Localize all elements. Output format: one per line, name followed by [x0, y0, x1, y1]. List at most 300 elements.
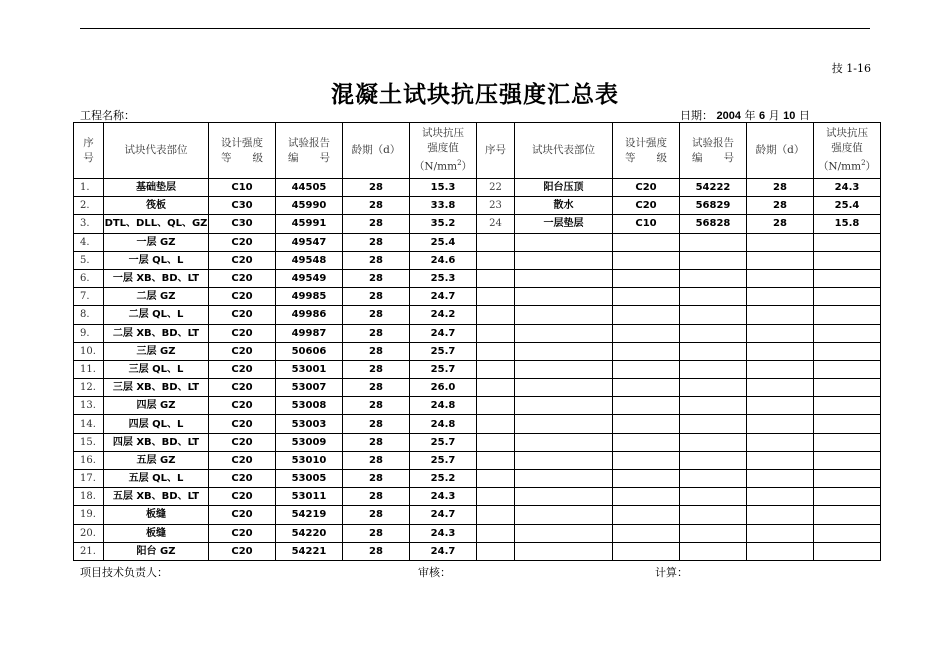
cell-strength	[814, 415, 881, 433]
tech-lead-label: 项目技术负责人：	[80, 566, 168, 579]
cell-age	[747, 233, 814, 251]
cell-age	[747, 488, 814, 506]
cell-report: 44505	[276, 179, 343, 197]
cell-strength	[814, 397, 881, 415]
cell-no	[477, 506, 515, 524]
cell-part	[515, 306, 613, 324]
cell-no	[477, 524, 515, 542]
cell-strength: 15.8	[814, 215, 881, 233]
cell-report: 50606	[276, 342, 343, 360]
cell-strength: 25.3	[410, 269, 477, 287]
cell-no: 16.	[74, 451, 104, 469]
cell-age	[747, 397, 814, 415]
cell-strength: 25.4	[410, 233, 477, 251]
cell-grade: C10	[613, 215, 680, 233]
cell-no: 20.	[74, 524, 104, 542]
cell-age: 28	[343, 451, 410, 469]
cell-part: 四层 QL、L	[104, 415, 209, 433]
cell-strength: 24.3	[814, 179, 881, 197]
cell-part: 阳台压顶	[515, 179, 613, 197]
cell-report	[680, 251, 747, 269]
col-part-2: 试块代表部位	[515, 123, 613, 179]
cell-part: 基础垫层	[104, 179, 209, 197]
cell-no	[477, 542, 515, 560]
cell-grade: C20	[209, 269, 276, 287]
col-report: 试验报告 编 号	[276, 123, 343, 179]
cell-grade	[613, 324, 680, 342]
date-month: 6	[758, 110, 766, 122]
table-row	[74, 506, 881, 524]
cell-grade: C20	[209, 324, 276, 342]
cell-age: 28	[343, 197, 410, 215]
cell-part: 一层 XB、BD、LT	[104, 269, 209, 287]
cell-strength: 24.2	[410, 306, 477, 324]
form-code: 技 1-16	[831, 62, 871, 75]
cell-no: 6.	[74, 269, 104, 287]
table-row	[74, 433, 881, 451]
col-grade: 设计强度 等 级	[209, 123, 276, 179]
cell-report	[680, 397, 747, 415]
cell-strength	[814, 451, 881, 469]
cell-part	[515, 506, 613, 524]
cell-part: 板缝	[104, 524, 209, 542]
cell-no: 22	[477, 179, 515, 197]
table-row	[74, 488, 881, 506]
cell-no: 21.	[74, 542, 104, 560]
cell-part: 阳台 GZ	[104, 542, 209, 560]
cell-age: 28	[343, 397, 410, 415]
cell-report: 45990	[276, 197, 343, 215]
cell-strength: 25.7	[410, 360, 477, 378]
cell-age: 28	[343, 179, 410, 197]
cell-part	[515, 542, 613, 560]
cell-no: 2.	[74, 197, 104, 215]
table-row	[74, 415, 881, 433]
cell-report	[680, 342, 747, 360]
cell-strength: 24.8	[410, 397, 477, 415]
cell-age	[747, 433, 814, 451]
cell-no: 13.	[74, 397, 104, 415]
cell-age: 28	[343, 506, 410, 524]
cell-grade	[613, 506, 680, 524]
cell-strength	[814, 288, 881, 306]
cell-grade: C20	[613, 179, 680, 197]
cell-grade: C20	[209, 542, 276, 560]
cell-strength: 24.7	[410, 506, 477, 524]
cell-part: 一层 GZ	[104, 233, 209, 251]
cell-grade: C20	[209, 488, 276, 506]
cell-strength: 26.0	[410, 379, 477, 397]
cell-age	[747, 324, 814, 342]
cell-strength: 24.7	[410, 288, 477, 306]
cell-strength: 33.8	[410, 197, 477, 215]
cell-report: 54220	[276, 524, 343, 542]
col-grade-2: 设计强度 等 级	[613, 123, 680, 179]
cell-age: 28	[343, 542, 410, 560]
cell-report: 45991	[276, 215, 343, 233]
cell-no	[477, 397, 515, 415]
cell-strength: 24.7	[410, 542, 477, 560]
project-name-label: 工程名称：	[80, 109, 135, 122]
cell-part: 二层 XB、BD、LT	[104, 324, 209, 342]
cell-strength	[814, 488, 881, 506]
table-row	[74, 288, 881, 306]
header-row	[74, 123, 881, 179]
cell-report: 49547	[276, 233, 343, 251]
cell-report	[680, 524, 747, 542]
cell-grade	[613, 524, 680, 542]
cell-grade	[613, 342, 680, 360]
cell-age: 28	[343, 524, 410, 542]
cell-grade	[613, 288, 680, 306]
cell-age: 28	[343, 470, 410, 488]
cell-grade: C20	[613, 197, 680, 215]
cell-no: 23	[477, 197, 515, 215]
table-row	[74, 197, 881, 215]
cell-age: 28	[747, 179, 814, 197]
cell-no: 17.	[74, 470, 104, 488]
cell-report: 53007	[276, 379, 343, 397]
cell-strength: 24.6	[410, 251, 477, 269]
cell-report: 49987	[276, 324, 343, 342]
col-report-2: 试验报告 编 号	[680, 123, 747, 179]
col-strength-2: 试块抗压 强度值 $(N/mm^2)$	[814, 123, 881, 179]
cell-age	[747, 470, 814, 488]
cell-part	[515, 451, 613, 469]
cell-strength: 25.7	[410, 451, 477, 469]
cell-no: 9.	[74, 324, 104, 342]
cell-age: 28	[343, 306, 410, 324]
cell-report	[680, 306, 747, 324]
cell-report: 49549	[276, 269, 343, 287]
cell-no	[477, 306, 515, 324]
table-row	[74, 306, 881, 324]
cell-age: 28	[343, 215, 410, 233]
calc-label: 计算：	[655, 566, 688, 579]
cell-no: 3.	[74, 215, 104, 233]
cell-part	[515, 233, 613, 251]
cell-strength: 25.7	[410, 342, 477, 360]
cell-age: 28	[343, 342, 410, 360]
cell-grade: C30	[209, 197, 276, 215]
date-field	[680, 107, 810, 123]
cell-strength: 24.8	[410, 415, 477, 433]
cell-report: 49985	[276, 288, 343, 306]
cell-age: 28	[343, 433, 410, 451]
cell-part	[515, 342, 613, 360]
cell-part: DTL、DLL、QL、GZ	[104, 215, 209, 233]
col-age: 龄期（d）	[343, 123, 410, 179]
cell-grade: C20	[209, 251, 276, 269]
month-unit: 月	[768, 109, 780, 122]
cell-strength	[814, 506, 881, 524]
cell-report: 53003	[276, 415, 343, 433]
day-unit: 日	[798, 109, 810, 122]
cell-report	[680, 451, 747, 469]
cell-strength	[814, 306, 881, 324]
cell-age	[747, 360, 814, 378]
cell-no: 15.	[74, 433, 104, 451]
summary-table	[73, 122, 881, 561]
cell-no: 12.	[74, 379, 104, 397]
cell-grade: C20	[209, 415, 276, 433]
cell-grade: C20	[209, 470, 276, 488]
cell-age	[747, 542, 814, 560]
cell-no	[477, 288, 515, 306]
cell-strength	[814, 233, 881, 251]
header-rule	[80, 28, 870, 29]
cell-age: 28	[747, 197, 814, 215]
cell-age: 28	[343, 233, 410, 251]
page-title: 混凝土试块抗压强度汇总表	[331, 82, 619, 108]
cell-report: 53008	[276, 397, 343, 415]
cell-part: 一层垫层	[515, 215, 613, 233]
cell-part: 板缝	[104, 506, 209, 524]
cell-grade: C20	[209, 506, 276, 524]
cell-report	[680, 269, 747, 287]
cell-part	[515, 488, 613, 506]
cell-report: 49986	[276, 306, 343, 324]
cell-part	[515, 397, 613, 415]
cell-grade	[613, 433, 680, 451]
date-label: 日期：	[680, 109, 713, 122]
cell-report: 53011	[276, 488, 343, 506]
cell-grade: C30	[209, 215, 276, 233]
cell-strength: 15.3	[410, 179, 477, 197]
cell-strength: 24.3	[410, 488, 477, 506]
cell-grade: C20	[209, 288, 276, 306]
table-row	[74, 451, 881, 469]
table-row	[74, 379, 881, 397]
cell-part: 五层 GZ	[104, 451, 209, 469]
cell-grade	[613, 360, 680, 378]
table-row	[74, 524, 881, 542]
cell-age: 28	[343, 251, 410, 269]
cell-strength	[814, 269, 881, 287]
cell-grade: C20	[209, 379, 276, 397]
cell-strength: 25.2	[410, 470, 477, 488]
year-unit: 年	[744, 109, 756, 122]
cell-strength: 35.2	[410, 215, 477, 233]
table-row	[74, 360, 881, 378]
cell-grade	[613, 397, 680, 415]
review-label: 审核：	[418, 566, 451, 579]
cell-age: 28	[343, 324, 410, 342]
cell-no: 11.	[74, 360, 104, 378]
cell-age	[747, 288, 814, 306]
cell-part: 散水	[515, 197, 613, 215]
cell-report: 53009	[276, 433, 343, 451]
cell-no: 19.	[74, 506, 104, 524]
cell-strength: 24.3	[410, 524, 477, 542]
cell-report	[680, 470, 747, 488]
cell-part	[515, 269, 613, 287]
cell-no	[477, 251, 515, 269]
cell-grade: C10	[209, 179, 276, 197]
cell-report: 54222	[680, 179, 747, 197]
cell-part: 四层 XB、BD、LT	[104, 433, 209, 451]
table-row	[74, 397, 881, 415]
cell-age: 28	[343, 415, 410, 433]
cell-no: 10.	[74, 342, 104, 360]
cell-strength	[814, 470, 881, 488]
table-row	[74, 470, 881, 488]
cell-no	[477, 415, 515, 433]
table-row	[74, 342, 881, 360]
cell-part: 三层 GZ	[104, 342, 209, 360]
cell-part	[515, 433, 613, 451]
cell-no	[477, 433, 515, 451]
cell-part	[515, 524, 613, 542]
cell-strength: 25.4	[814, 197, 881, 215]
cell-no: 1.	[74, 179, 104, 197]
col-no: 序 号	[74, 123, 104, 179]
cell-no: 7.	[74, 288, 104, 306]
cell-part: 二层 QL、L	[104, 306, 209, 324]
cell-report: 53005	[276, 470, 343, 488]
cell-part: 四层 GZ	[104, 397, 209, 415]
cell-age	[747, 506, 814, 524]
cell-grade: C20	[209, 524, 276, 542]
cell-report: 54219	[276, 506, 343, 524]
cell-no: 18.	[74, 488, 104, 506]
cell-grade	[613, 470, 680, 488]
cell-no: 8.	[74, 306, 104, 324]
cell-strength	[814, 433, 881, 451]
cell-no	[477, 342, 515, 360]
table-row	[74, 215, 881, 233]
cell-part	[515, 251, 613, 269]
table-row	[74, 324, 881, 342]
cell-part	[515, 360, 613, 378]
cell-report	[680, 324, 747, 342]
cell-grade	[613, 542, 680, 560]
cell-grade: C20	[209, 397, 276, 415]
cell-no	[477, 379, 515, 397]
table-row	[74, 233, 881, 251]
cell-age: 28	[343, 488, 410, 506]
col-strength: 试块抗压 强度值 $(N/mm^2)$	[410, 123, 477, 179]
cell-grade	[613, 269, 680, 287]
col-part: 试块代表部位	[104, 123, 209, 179]
cell-part: 五层 XB、BD、LT	[104, 488, 209, 506]
cell-no: 4.	[74, 233, 104, 251]
cell-report	[680, 433, 747, 451]
cell-age	[747, 379, 814, 397]
cell-grade	[613, 379, 680, 397]
cell-grade: C20	[209, 342, 276, 360]
cell-age: 28	[343, 288, 410, 306]
cell-age: 28	[747, 215, 814, 233]
cell-report: 49548	[276, 251, 343, 269]
cell-strength	[814, 542, 881, 560]
cell-part: 筏板	[104, 197, 209, 215]
cell-grade: C20	[209, 360, 276, 378]
cell-age	[747, 451, 814, 469]
table-row	[74, 251, 881, 269]
cell-grade	[613, 415, 680, 433]
cell-report: 56828	[680, 215, 747, 233]
cell-part: 三层 XB、BD、LT	[104, 379, 209, 397]
cell-grade	[613, 488, 680, 506]
cell-no: 5.	[74, 251, 104, 269]
cell-age: 28	[343, 360, 410, 378]
cell-grade: C20	[209, 233, 276, 251]
cell-report	[680, 379, 747, 397]
cell-strength: 24.7	[410, 324, 477, 342]
cell-grade	[613, 306, 680, 324]
cell-grade	[613, 451, 680, 469]
cell-report: 53001	[276, 360, 343, 378]
col-age-2: 龄期（d）	[747, 123, 814, 179]
cell-report	[680, 415, 747, 433]
cell-part	[515, 470, 613, 488]
cell-no	[477, 470, 515, 488]
cell-strength	[814, 379, 881, 397]
cell-report: 54221	[276, 542, 343, 560]
cell-strength: 25.7	[410, 433, 477, 451]
table-row	[74, 179, 881, 197]
cell-grade	[613, 233, 680, 251]
cell-no	[477, 488, 515, 506]
cell-report: 53010	[276, 451, 343, 469]
cell-age	[747, 306, 814, 324]
cell-report	[680, 542, 747, 560]
cell-strength	[814, 342, 881, 360]
cell-report	[680, 288, 747, 306]
date-day: 10	[783, 110, 796, 122]
cell-no	[477, 360, 515, 378]
table-row	[74, 542, 881, 560]
table-row	[74, 269, 881, 287]
cell-strength	[814, 251, 881, 269]
cell-age	[747, 251, 814, 269]
cell-no	[477, 233, 515, 251]
date-year: 2004	[716, 110, 741, 122]
cell-part	[515, 288, 613, 306]
cell-age: 28	[343, 379, 410, 397]
cell-age: 28	[343, 269, 410, 287]
cell-part: 五层 QL、L	[104, 470, 209, 488]
cell-no: 24	[477, 215, 515, 233]
cell-report	[680, 233, 747, 251]
cell-age	[747, 415, 814, 433]
cell-strength	[814, 360, 881, 378]
cell-no	[477, 451, 515, 469]
cell-report	[680, 488, 747, 506]
cell-part: 一层 QL、L	[104, 251, 209, 269]
cell-part: 二层 GZ	[104, 288, 209, 306]
cell-part	[515, 379, 613, 397]
cell-grade: C20	[209, 433, 276, 451]
cell-report	[680, 506, 747, 524]
cell-age	[747, 524, 814, 542]
cell-report: 56829	[680, 197, 747, 215]
cell-age	[747, 269, 814, 287]
cell-part	[515, 324, 613, 342]
cell-grade: C20	[209, 306, 276, 324]
cell-strength	[814, 524, 881, 542]
cell-part	[515, 415, 613, 433]
cell-age	[747, 342, 814, 360]
col-no-2: 序号	[477, 123, 515, 179]
cell-report	[680, 360, 747, 378]
cell-no	[477, 269, 515, 287]
cell-no: 14.	[74, 415, 104, 433]
cell-strength	[814, 324, 881, 342]
cell-part: 三层 QL、L	[104, 360, 209, 378]
cell-grade: C20	[209, 451, 276, 469]
